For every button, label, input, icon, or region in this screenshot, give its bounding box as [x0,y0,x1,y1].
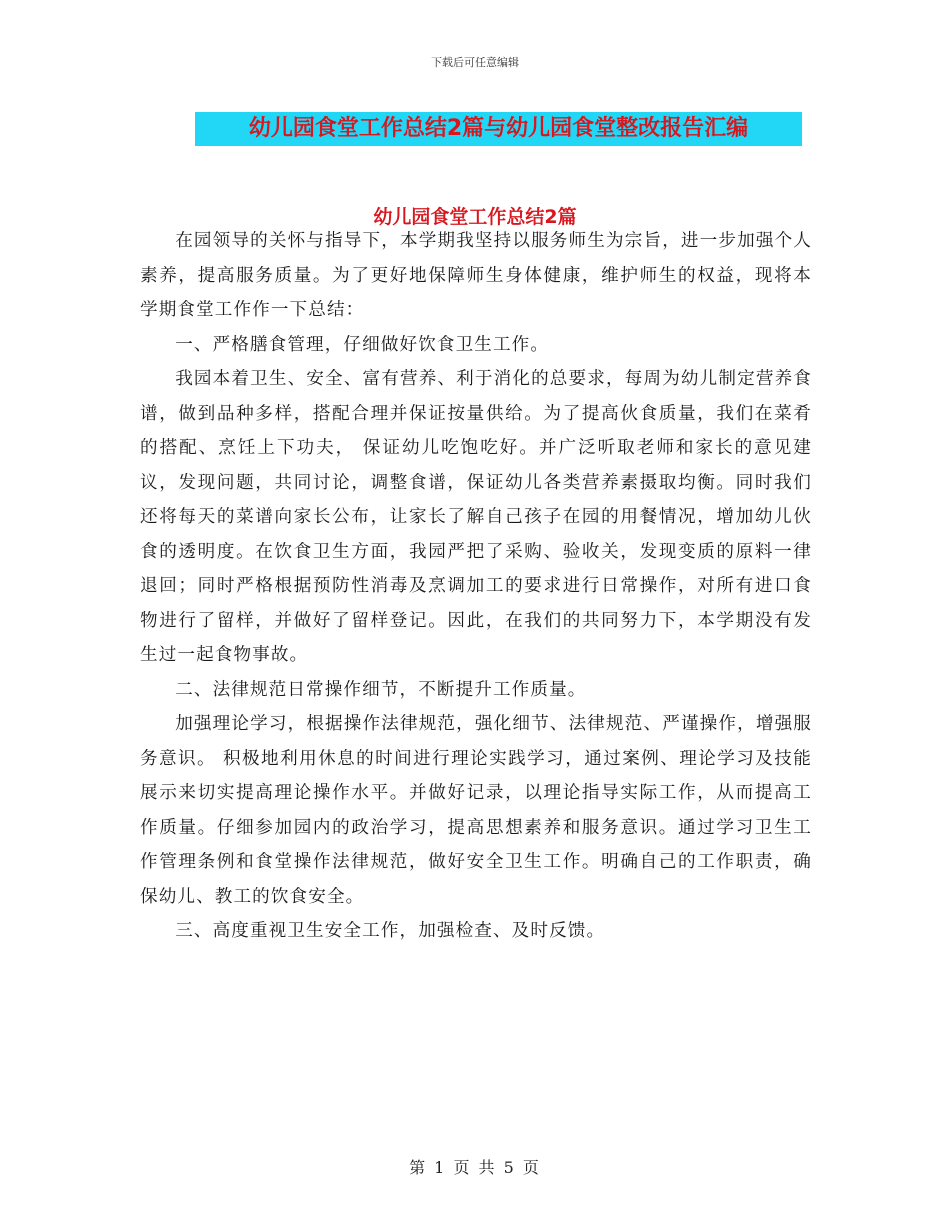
page-header-note: 下载后可任意编辑 [431,56,519,69]
paragraph-heading-2: 二、法律规范日常操作细节，不断提升工作质量。 [175,679,587,700]
paragraph-heading-1: 一、严格膳食管理，仔细做好饮食卫生工作。 [175,334,550,355]
paragraph-body-2: 加强理论学习，根据操作法律规范，强化细节、法律规范、严谨操作，增强服务意识。 积极地利用休息的时间进行理论实践学习，通过案例、理论学习及技能展示来切实提高理论操作水平。并做好记录，以理论指导实际工作，从而提高工作质量。仔细参加园内的政治学习，提高思想素养和服务意识。通过学习卫生工作管理条例和食堂操作法律规范，做好安全卫生工作。明确自己的工作职责，确保幼儿、教工的饮食安全。 [140,714,812,907]
paragraph-body-1: 我园本着卫生、安全、富有营养、利于消化的总要求，每周为幼儿制定营养食谱，做到品种多样，搭配合理并保证按量供给。为了提高伙食质量，我们在菜肴的搭配、烹饪上下功夫， 保证幼儿吃饱吃好。并广泛听取老师和家长的意见建议，发现问题，共同讨论，调整食谱，保证幼儿各类营养素摄取均衡。同时我们还将每天的菜谱向家长公布，让家长了解自己孩子在园的用餐情况，增加幼儿伙食的透明度。在饮食卫生方面，我园严把了采购、验收关，发现变质的原料一律退回；同时严格根据预防性消毒及烹调加工的要求进行日常操作，对所有进口食物进行了留样，并做好了留样登记。因此，在我们的共同努力下，本学期没有发生过一起食物事故。 [140,369,812,665]
document-title: 幼儿园食堂工作总结2篇与幼儿园食堂整改报告汇编 [248,116,749,141]
section-title: 幼儿园食堂工作总结2篇 [373,206,577,228]
page-number: 第 1 页 共 5 页 [409,1158,541,1177]
document-body [140,224,812,949]
paragraph-heading-3: 三、高度重视卫生安全工作，加强检查、及时反馈。 [175,921,606,941]
paragraph-intro: 在园领导的关怀与指导下，本学期我坚持以服务师生为宗旨，进一步加强个人素养，提高服务质量。为了更好地保障师生身体健康，维护师生的权益，现将本学期食堂工作作一下总结： [140,231,812,320]
